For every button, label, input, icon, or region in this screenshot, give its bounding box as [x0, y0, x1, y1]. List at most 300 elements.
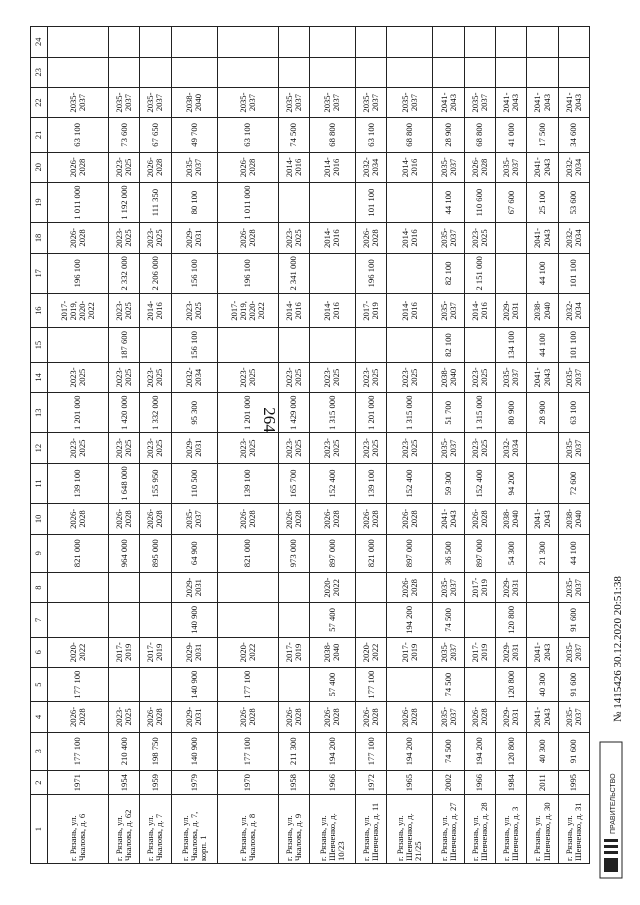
- table-cell: 139 100: [217, 463, 278, 503]
- table-row: [496, 27, 527, 864]
- table-cell: 91 600: [558, 667, 589, 701]
- table-cell: 2041-2043: [558, 87, 589, 117]
- table-cell: 177 100: [48, 732, 109, 770]
- table-cell: 2023-2025: [464, 362, 495, 392]
- table-cell: 1 201 000: [217, 393, 278, 433]
- column-header-13: 13: [31, 393, 48, 433]
- table-row: [217, 27, 278, 864]
- table-cell: 2026-2028: [356, 223, 387, 253]
- table-cell: 1 315 000: [309, 393, 355, 433]
- table-cell: 821 000: [356, 534, 387, 572]
- table-cell: 57 400: [309, 667, 355, 701]
- table-cell: [278, 57, 309, 87]
- table-cell: 2017-2019: [464, 572, 495, 602]
- address-cell: г. Рязань, ул. Шевченко, д. 11: [356, 795, 387, 864]
- table-cell: 63 100: [356, 118, 387, 152]
- table-cell: [496, 253, 527, 293]
- table-cell: 94 200: [496, 463, 527, 503]
- table-cell: 211 300: [278, 732, 309, 770]
- table-cell: 194 200: [387, 603, 433, 637]
- table-cell: 120 800: [496, 667, 527, 701]
- table-cell: 1995: [558, 771, 589, 795]
- table-cell: 2023-2025: [140, 433, 171, 463]
- table-cell: 140 900: [171, 667, 217, 701]
- table-cell: 2023-2025: [108, 433, 139, 463]
- table-cell: [433, 57, 464, 87]
- address-cell: г. Рязань, ул. Шевченко, д. 3: [496, 795, 527, 864]
- table-cell: 2041-2043: [527, 637, 558, 667]
- table-cell: 91 600: [558, 603, 589, 637]
- table-cell: [356, 57, 387, 87]
- column-header-4: 4: [31, 702, 48, 732]
- table-cell: 140 900: [171, 603, 217, 637]
- table-cell: 1965: [387, 771, 433, 795]
- table-cell: 2023-2025: [387, 362, 433, 392]
- table-cell: 2014-2016: [309, 223, 355, 253]
- table-cell: 2026-2028: [217, 504, 278, 534]
- address-cell: г. Рязань, ул. Шевченко, д. 10/23: [309, 795, 355, 864]
- table-cell: 101 100: [356, 182, 387, 222]
- address-cell: г. Рязань, ул. Чкалова, д. 9: [278, 795, 309, 864]
- table-cell: [356, 27, 387, 58]
- table-cell: 2026-2028: [464, 702, 495, 732]
- table-cell: 152 400: [387, 463, 433, 503]
- table-cell: 2026-2028: [140, 152, 171, 182]
- table-cell: 2020-2022: [356, 637, 387, 667]
- table-cell: [278, 27, 309, 58]
- table-cell: [527, 603, 558, 637]
- address-cell: г. Рязань, ул. Чкалова, д. 6: [48, 795, 109, 864]
- table-cell: 1 201 000: [356, 393, 387, 433]
- table-cell: 2020-2022: [217, 637, 278, 667]
- table-row: [140, 27, 171, 864]
- table-cell: 2026-2028: [387, 504, 433, 534]
- table-cell: 1 420 000: [108, 393, 139, 433]
- table-cell: 28 900: [433, 118, 464, 152]
- table-cell: 2029-2031: [171, 433, 217, 463]
- column-header-24: 24: [31, 27, 48, 58]
- table-cell: 2017-2019: [140, 637, 171, 667]
- table-cell: [140, 27, 171, 58]
- table-cell: 2029-2031: [496, 572, 527, 602]
- table-cell: 1972: [356, 771, 387, 795]
- table-cell: 2023-2025: [217, 433, 278, 463]
- table-row: [171, 27, 217, 864]
- table-cell: 82 100: [433, 328, 464, 362]
- table-cell: 2029-2031: [171, 572, 217, 602]
- column-header-19: 19: [31, 182, 48, 222]
- table-row: [387, 27, 433, 864]
- table-cell: 68 800: [309, 118, 355, 152]
- table-cell: 54 300: [496, 534, 527, 572]
- table-cell: 2029-2031: [496, 294, 527, 328]
- table-cell: 2035-2037: [171, 504, 217, 534]
- rotated-table-container: [30, 26, 590, 864]
- table-cell: 2032-2034: [558, 223, 589, 253]
- column-header-2: 2: [31, 771, 48, 795]
- table-cell: 2017-2019: [356, 294, 387, 328]
- table-cell: 2026-2028: [356, 702, 387, 732]
- table-row: [464, 27, 495, 864]
- table-cell: 155 950: [140, 463, 171, 503]
- table-cell: 95 300: [171, 393, 217, 433]
- table-cell: 2032-2034: [171, 362, 217, 392]
- table-cell: 2032-2034: [356, 152, 387, 182]
- table-cell: 1959: [140, 771, 171, 795]
- table-cell: 110 600: [464, 182, 495, 222]
- table-cell: [356, 603, 387, 637]
- table-cell: 2035-2037: [171, 152, 217, 182]
- table-cell: [527, 433, 558, 463]
- table-cell: 177 100: [356, 732, 387, 770]
- table-cell: [496, 27, 527, 58]
- column-header-8: 8: [31, 572, 48, 602]
- table-cell: 101 100: [558, 328, 589, 362]
- table-cell: 2023-2025: [108, 702, 139, 732]
- table-cell: [464, 667, 495, 701]
- table-cell: 2023-2025: [140, 223, 171, 253]
- table-cell: 51 700: [433, 393, 464, 433]
- table-cell: 80 100: [171, 182, 217, 222]
- table-cell: 2035-2037: [217, 87, 278, 117]
- table-cell: 2023-2025: [464, 223, 495, 253]
- table-cell: 895 000: [140, 534, 171, 572]
- table-cell: 973 000: [278, 534, 309, 572]
- table-cell: 2035-2037: [278, 87, 309, 117]
- building-repair-table: [30, 26, 590, 864]
- table-cell: 40 300: [527, 667, 558, 701]
- table-cell: 2023-2025: [171, 294, 217, 328]
- table-cell: 36 500: [433, 534, 464, 572]
- table-cell: 2035-2037: [108, 87, 139, 117]
- table-cell: [527, 27, 558, 58]
- table-cell: [140, 328, 171, 362]
- table-cell: 2029-2031: [496, 702, 527, 732]
- table-cell: 2026-2028: [140, 702, 171, 732]
- table-cell: 2026-2028: [464, 152, 495, 182]
- table-cell: 139 100: [356, 463, 387, 503]
- table-cell: 2017-2019, 2020-2022: [217, 294, 278, 328]
- table-cell: 2023-2025: [48, 433, 109, 463]
- column-header-3: 3: [31, 732, 48, 770]
- table-cell: 2023-2025: [108, 223, 139, 253]
- table-cell: 2023-2025: [108, 362, 139, 392]
- address-cell: г. Рязань, ул. Шевченко, д. 30: [527, 795, 558, 864]
- address-cell: г. Рязань, ул. Чкалова, д. 7: [140, 795, 171, 864]
- table-cell: 2041-2043: [527, 504, 558, 534]
- table-cell: 2014-2016: [387, 294, 433, 328]
- table-cell: 897 000: [387, 534, 433, 572]
- table-cell: [558, 57, 589, 87]
- table-cell: 2023-2025: [356, 433, 387, 463]
- table-cell: [140, 572, 171, 602]
- table-cell: 25 100: [527, 182, 558, 222]
- table-cell: 2038-2040: [558, 504, 589, 534]
- table-cell: [527, 463, 558, 503]
- table-cell: [527, 572, 558, 602]
- address-cell: г. Рязань, ул. Чкалова, д. 62: [108, 795, 139, 864]
- table-cell: 2026-2028: [309, 702, 355, 732]
- table-cell: 2035-2037: [140, 87, 171, 117]
- table-row: [278, 27, 309, 864]
- table-cell: 2035-2037: [433, 294, 464, 328]
- table-cell: 44 100: [433, 182, 464, 222]
- table-cell: 1966: [464, 771, 495, 795]
- table-cell: 2035-2037: [558, 702, 589, 732]
- table-cell: [140, 667, 171, 701]
- table-row: [433, 27, 464, 864]
- table-cell: 2014-2016: [140, 294, 171, 328]
- table-cell: 2029-2031: [496, 637, 527, 667]
- address-cell: г. Рязань, ул. Чкалова, д. 7, корп. 1: [171, 795, 217, 864]
- table-cell: 57 400: [309, 603, 355, 637]
- table-cell: [140, 603, 171, 637]
- table-cell: 2026-2028: [217, 223, 278, 253]
- table-cell: 210 400: [108, 732, 139, 770]
- table-cell: 74 500: [278, 118, 309, 152]
- column-header-14: 14: [31, 362, 48, 392]
- table-cell: 2023-2025: [309, 433, 355, 463]
- table-cell: 2014-2016: [387, 223, 433, 253]
- table-cell: 82 100: [433, 253, 464, 293]
- table-cell: 2017-2019: [387, 637, 433, 667]
- table-cell: 2023-2025: [140, 362, 171, 392]
- table-cell: [558, 27, 589, 58]
- table-cell: 2035-2037: [496, 362, 527, 392]
- column-header-17: 17: [31, 253, 48, 293]
- table-cell: 2026-2028: [464, 504, 495, 534]
- table-cell: 2035-2037: [433, 572, 464, 602]
- address-cell: г. Рязань, ул. Шевченко, д. 28: [464, 795, 495, 864]
- table-cell: 2023-2025: [278, 433, 309, 463]
- table-cell: 1 192 000: [108, 182, 139, 222]
- column-header-6: 6: [31, 637, 48, 667]
- table-cell: [108, 572, 139, 602]
- table-cell: [387, 182, 433, 222]
- table-cell: 2035-2037: [433, 433, 464, 463]
- table-cell: 139 100: [48, 463, 109, 503]
- table-cell: 67 600: [496, 182, 527, 222]
- table-cell: [464, 328, 495, 362]
- table-cell: 17 500: [527, 118, 558, 152]
- table-cell: [171, 57, 217, 87]
- table-cell: [140, 57, 171, 87]
- table-cell: 156 100: [171, 253, 217, 293]
- table-cell: 2038-2040: [496, 504, 527, 534]
- table-cell: 41 000: [496, 118, 527, 152]
- table-cell: [48, 603, 109, 637]
- table-cell: 2029-2031: [171, 223, 217, 253]
- table-cell: [278, 667, 309, 701]
- table-cell: 91 600: [558, 732, 589, 770]
- table-cell: [356, 328, 387, 362]
- address-cell: г. Рязань, ул. Шевченко, д. 31: [558, 795, 589, 864]
- table-cell: 63 100: [217, 118, 278, 152]
- table-cell: 74 500: [433, 603, 464, 637]
- table-cell: 2026-2028: [356, 504, 387, 534]
- table-cell: 194 200: [387, 732, 433, 770]
- table-cell: 2002: [433, 771, 464, 795]
- table-cell: [309, 182, 355, 222]
- table-cell: 2023-2025: [278, 362, 309, 392]
- table-cell: 2038-2040: [309, 637, 355, 667]
- table-cell: 2041-2043: [527, 152, 558, 182]
- table-cell: [108, 603, 139, 637]
- table-cell: 821 000: [48, 534, 109, 572]
- table-cell: 2026-2028: [387, 702, 433, 732]
- table-cell: 2035-2037: [48, 87, 109, 117]
- table-cell: 1 315 000: [464, 393, 495, 433]
- table-cell: 2014-2016: [387, 152, 433, 182]
- government-logo-icon: [596, 740, 626, 880]
- document-footer-stamp: № 1415426 30.12.2020 20:51:38: [612, 576, 624, 722]
- table-cell: 2023-2025: [464, 433, 495, 463]
- table-row: [527, 27, 558, 864]
- table-cell: 2017-2019, 2020-2022: [48, 294, 109, 328]
- table-cell: 73 600: [108, 118, 139, 152]
- table-cell: 2032-2034: [496, 433, 527, 463]
- table-cell: 59 300: [433, 463, 464, 503]
- table-cell: 2023-2025: [278, 223, 309, 253]
- column-header-20: 20: [31, 152, 48, 182]
- table-cell: 2032-2034: [558, 294, 589, 328]
- column-header-5: 5: [31, 667, 48, 701]
- svg-text:ПРАВИТЕЛЬСТВО: ПРАВИТЕЛЬСТВО: [610, 773, 617, 834]
- table-cell: 120 800: [496, 732, 527, 770]
- table-cell: 156 100: [171, 328, 217, 362]
- table-cell: [48, 328, 109, 362]
- table-cell: 2 206 000: [140, 253, 171, 293]
- table-cell: 2032-2034: [558, 152, 589, 182]
- table-cell: 897 000: [309, 534, 355, 572]
- table-cell: 1970: [217, 771, 278, 795]
- table-cell: 2023-2025: [108, 152, 139, 182]
- table-cell: 165 700: [278, 463, 309, 503]
- table-cell: 2035-2037: [558, 637, 589, 667]
- table-cell: 2026-2028: [140, 504, 171, 534]
- table-cell: 110 500: [171, 463, 217, 503]
- table-cell: 177 100: [48, 667, 109, 701]
- table-cell: 80 900: [496, 393, 527, 433]
- table-row: [356, 27, 387, 864]
- table-cell: 111 350: [140, 182, 171, 222]
- table-cell: 2041-2043: [527, 223, 558, 253]
- table-cell: [387, 253, 433, 293]
- table-cell: 2026-2028: [278, 504, 309, 534]
- table-cell: [309, 57, 355, 87]
- table-cell: [464, 603, 495, 637]
- table-cell: 2014-2016: [278, 294, 309, 328]
- table-cell: [387, 27, 433, 58]
- address-cell: г. Рязань, ул. Чкалова, д. 8: [217, 795, 278, 864]
- address-cell: г. Рязань, ул. Шевченко, д. 21/25: [387, 795, 433, 864]
- table-cell: 134 100: [496, 328, 527, 362]
- table-cell: 2023-2025: [217, 362, 278, 392]
- column-header-15: 15: [31, 328, 48, 362]
- table-cell: 49 700: [171, 118, 217, 152]
- table-cell: 2026-2028: [217, 702, 278, 732]
- table-cell: [527, 57, 558, 87]
- table-cell: 2035-2037: [496, 152, 527, 182]
- table-cell: 1 011 000: [48, 182, 109, 222]
- table-cell: 72 600: [558, 463, 589, 503]
- table-cell: [217, 572, 278, 602]
- table-cell: 74 500: [433, 667, 464, 701]
- table-cell: 34 600: [558, 118, 589, 152]
- table-cell: 2026-2028: [48, 504, 109, 534]
- table-cell: 44 100: [558, 534, 589, 572]
- table-cell: 2035-2037: [387, 87, 433, 117]
- table-cell: 194 200: [464, 732, 495, 770]
- table-cell: 1979: [171, 771, 217, 795]
- table-cell: 2035-2037: [433, 152, 464, 182]
- table-cell: 152 400: [309, 463, 355, 503]
- table-cell: 897 000: [464, 534, 495, 572]
- table-cell: 68 800: [387, 118, 433, 152]
- table-cell: [217, 57, 278, 87]
- table-cell: 2035-2037: [558, 362, 589, 392]
- table-cell: 101 100: [558, 253, 589, 293]
- table-cell: [48, 572, 109, 602]
- table-cell: 2041-2043: [527, 362, 558, 392]
- table-cell: 2041-2043: [527, 702, 558, 732]
- column-header-18: 18: [31, 223, 48, 253]
- table-cell: 67 650: [140, 118, 171, 152]
- table-cell: [108, 57, 139, 87]
- table-row: [48, 27, 109, 864]
- table-cell: 1954: [108, 771, 139, 795]
- table-cell: 2041-2043: [527, 87, 558, 117]
- table-cell: 64 900: [171, 534, 217, 572]
- table-cell: 1 201 000: [48, 393, 109, 433]
- table-cell: [278, 572, 309, 602]
- table-cell: 2035-2037: [558, 433, 589, 463]
- column-header-10: 10: [31, 504, 48, 534]
- table-cell: [278, 182, 309, 222]
- table-cell: 2023-2025: [108, 294, 139, 328]
- table-cell: 2035-2037: [433, 702, 464, 732]
- table-cell: 2038-2040: [171, 87, 217, 117]
- table-cell: 1984: [496, 771, 527, 795]
- table-cell: 1 011 000: [217, 182, 278, 222]
- table-cell: 40 300: [527, 732, 558, 770]
- table-cell: 44 100: [527, 328, 558, 362]
- table-cell: 177 100: [356, 667, 387, 701]
- table-cell: 2017-2019: [278, 637, 309, 667]
- table-cell: 198 750: [140, 732, 171, 770]
- table-cell: [496, 223, 527, 253]
- table-cell: 1 648 000: [108, 463, 139, 503]
- table-cell: [108, 667, 139, 701]
- table-cell: 2041-2043: [496, 87, 527, 117]
- table-cell: [278, 603, 309, 637]
- table-cell: 2035-2037: [356, 87, 387, 117]
- table-cell: 2041-2043: [433, 504, 464, 534]
- table-cell: 1 332 000: [140, 393, 171, 433]
- table-cell: 28 900: [527, 393, 558, 433]
- table-cell: [309, 253, 355, 293]
- table-cell: 2017-2019: [108, 637, 139, 667]
- table-cell: 2035-2037: [433, 223, 464, 253]
- table-row: [108, 27, 139, 864]
- table-cell: 21 300: [527, 534, 558, 572]
- table-cell: 1971: [48, 771, 109, 795]
- table-cell: 964 000: [108, 534, 139, 572]
- table-cell: [387, 328, 433, 362]
- table-cell: 2026-2028: [278, 702, 309, 732]
- table-cell: 196 100: [356, 253, 387, 293]
- column-header-7: 7: [31, 603, 48, 637]
